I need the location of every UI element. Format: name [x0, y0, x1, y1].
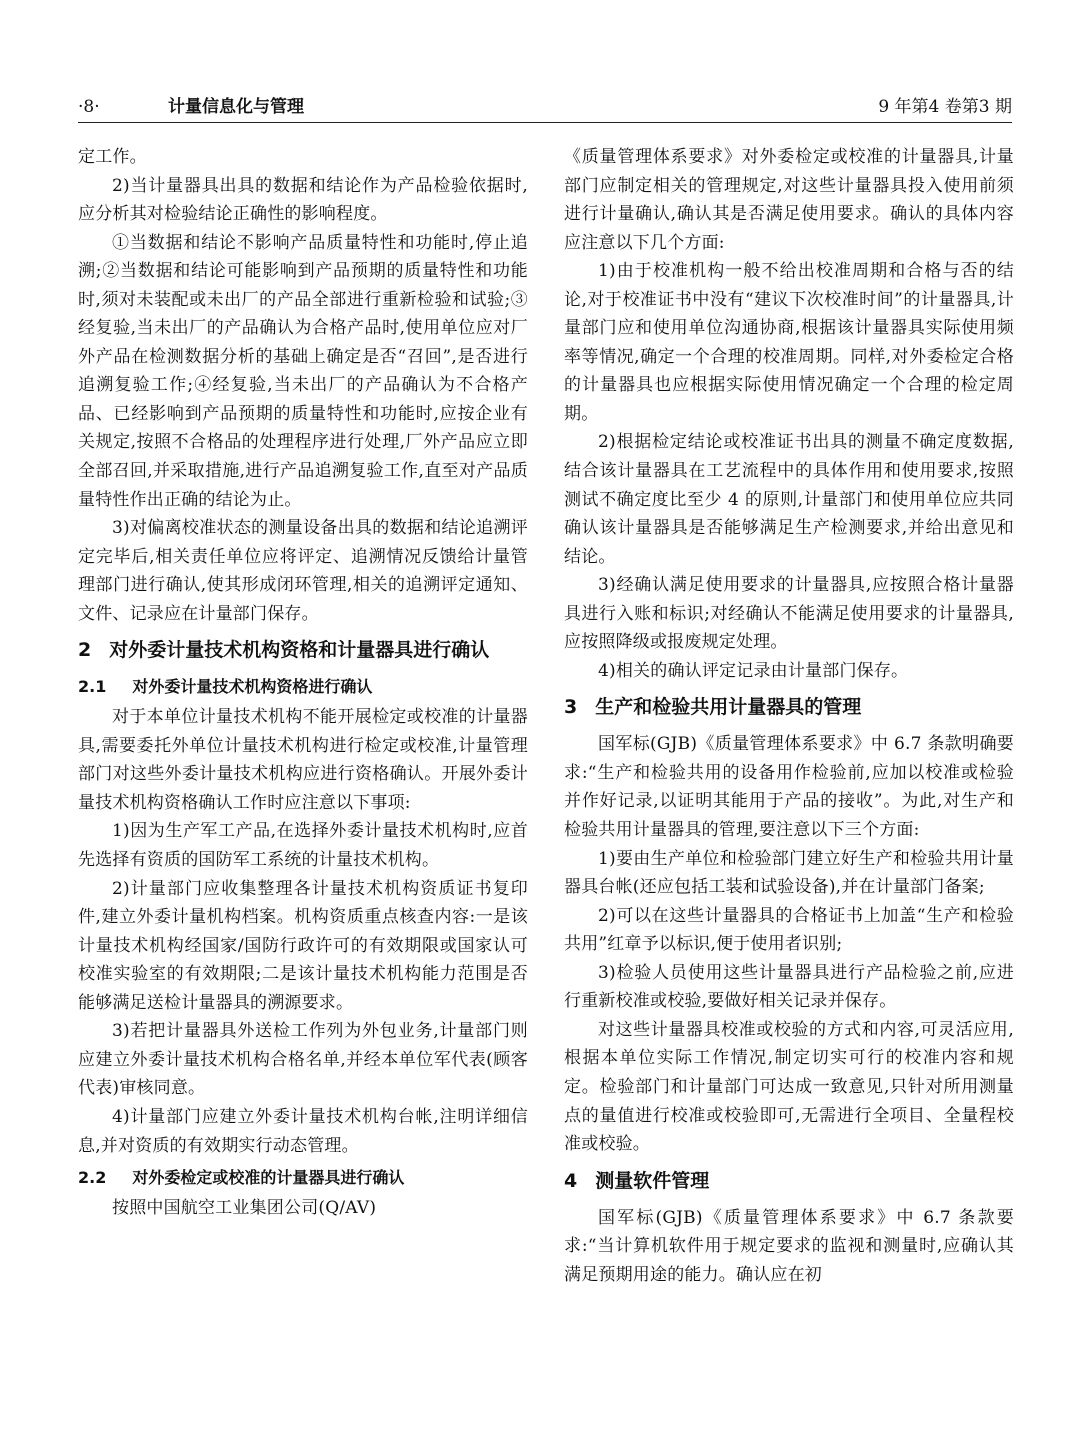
section-number: 3 [564, 696, 578, 719]
subsection-title: 对外委计量技术机构资格进行确认 [132, 677, 373, 697]
subsection-number: 2.1 [78, 677, 107, 697]
paragraph: 国军标(GJB)《质量管理体系要求》中 6.7 条款要求:“当计算机软件用于规定要求的监视和测量时,应确认其满足预期用途的能力。确认应在初 [564, 1207, 1014, 1285]
paragraph: 3)若把计量器具外送检工作列为外包业务,计量部门则应建立外委计量技术机构合格名单,并经本单位军代表(顾客代表)审核同意。 [78, 1021, 528, 1099]
journal-name: 计量信息化与管理 [168, 97, 304, 117]
paragraph: 对这些计量器具校准或校验的方式和内容,可灵活应用,根据本单位实际工作情况,制定切实可行的校准内容和规定。检验部门和计量部门可达成一致意见,只针对所用测量点的量值进行校准或校验即可,无需进行全项目、全量程校准或校验。 [564, 1019, 1014, 1155]
paragraph: 2)计量部门应收集整理各计量技术机构资质证书复印件,建立外委计量机构档案。机构资质重点核查内容:一是该计量技术机构经国家/国防行政许可的有效期限或国家认可校准实验室的有效期限;二是该计量技术机构能力范围是否能够满足送检计量器具的溯源要求。 [78, 878, 528, 1013]
section-title: 对外委计量技术机构资格和计量器具进行确认 [109, 639, 490, 662]
paragraph: ①当数据和结论不影响产品质量特性和功能时,停止追溯;②当数据和结论可能影响到产品预期的质量特性和功能时,须对未装配或未出厂的产品全部进行重新检验和试验;③经复验,当未出厂的产品确认为合格产品时,使用单位应对厂外产品在检测数据分析的基础上确定是否“召回”,是否进行追溯复验工作;④经复验,当未出厂的产品确认为不合格产品、已经影响到产品预期的质量特性和功能时,应按企业有关规定,按照不合格品的处理程序进行处理,厂外产品应立即全部召回,并采取措施,进行产品追溯复验工作,直至对产品质量特性作出正确的结论为止。 [78, 232, 528, 510]
paragraph: 国军标(GJB)《质量管理体系要求》中 6.7 条款明确要求:“生产和检验共用的设备用作检验前,应加以校准或检验并作好记录,以证明其能用于产品的接收”。为此,对生产和检验共用计量器具的管理,要注意以下三个方面: [564, 734, 1014, 841]
left-column [78, 143, 528, 1223]
subsection-heading-2-2 [78, 1164, 528, 1192]
paragraph: 2)可以在这些计量器具的合格证书上加盖“生产和检验共用”红章予以标识,便于使用者识别; [564, 905, 1014, 955]
page-number: ·8· [78, 97, 100, 117]
section-title: 测量软件管理 [595, 1169, 710, 1192]
section-heading-4 [564, 1165, 1014, 1198]
paragraph: 1)因为生产军工产品,在选择外委计量技术机构时,应首先选择有资质的国防军工系统的计量技术机构。 [78, 821, 528, 871]
paragraph: 对于本单位计量技术机构不能开展检定或校准的计量器具,需要委托外单位计量技术机构进行检定或校准,计量管理部门对这些外委计量技术机构应进行资格确认。开展外委计量技术机构资格确认工作时应注意以下事项: [78, 707, 528, 813]
subsection-number: 2.2 [78, 1168, 107, 1188]
paragraph: 3)对偏离校准状态的测量设备出具的数据和结论追溯评定完毕后,相关责任单位应将评定、追溯情况反馈给计量管理部门进行确认,使其形成闭环管理,相关的追溯评定通知、文件、记录应在计量部门保存。 [78, 518, 528, 624]
header-rule [78, 122, 1012, 123]
paragraph: 按照中国航空工业集团公司(Q/AV) [112, 1198, 377, 1219]
paragraph: 2)当计量器具出具的数据和结论作为产品检验依据时,应分析其对检验结论正确性的影响程度。 [78, 175, 528, 225]
subsection-title: 对外委检定或校准的计量器具进行确认 [132, 1168, 405, 1188]
section-number: 4 [564, 1169, 578, 1192]
paragraph: 《质量管理体系要求》对外委检定或校准的计量器具,计量部门应制定相关的管理规定,对这些计量器具投入使用前须进行计量确认,确认其是否满足使用要求。确认的具体内容应注意以下几个方面: [564, 147, 1014, 253]
subsection-heading-2-1 [78, 673, 528, 701]
paragraph: 4)相关的确认评定记录由计量部门保存。 [598, 660, 909, 681]
section-heading-3 [564, 691, 1014, 724]
issue-info: 9 年第4 卷第3 期 [878, 97, 1012, 117]
paragraph: 定工作。 [78, 147, 147, 167]
page-header [78, 94, 1012, 122]
paragraph: 1)由于校准机构一般不给出校准周期和合格与否的结论,对于校准证书中没有“建议下次校准时间”的计量器具,计量部门应和使用单位沟通协商,根据该计量器具实际使用频率等情况,确定一个合理的校准周期。同样,对外委检定合格的计量器具也应根据实际使用情况确定一个合理的检定周期。 [564, 261, 1014, 424]
right-column [564, 143, 1014, 1289]
paragraph: 3)经确认满足使用要求的计量器具,应按照合格计量器具进行入账和标识;对经确认不能满足使用要求的计量器具,应按照降级或报废规定处理。 [564, 575, 1014, 653]
section-heading-2 [78, 634, 528, 667]
section-title: 生产和检验共用计量器具的管理 [595, 696, 862, 719]
section-number: 2 [78, 639, 92, 662]
paragraph: 4)计量部门应建立外委计量技术机构台帐,注明详细信息,并对资质的有效期实行动态管理。 [78, 1106, 528, 1156]
paragraph: 1)要由生产单位和检验部门建立好生产和检验共用计量器具台帐(还应包括工装和试验设备),并在计量部门备案; [564, 848, 1014, 898]
paragraph: 3)检验人员使用这些计量器具进行产品检验之前,应进行重新校准或校验,要做好相关记录并保存。 [564, 962, 1014, 1012]
paragraph: 2)根据检定结论或校准证书出具的测量不确定度数据,结合该计量器具在工艺流程中的具体作用和使用要求,按照测试不确定度比至少 4 的原则,计量部门和使用单位应共同确认该计量器具是否能够满足生产检测要求,并给出意见和结论。 [564, 432, 1014, 567]
